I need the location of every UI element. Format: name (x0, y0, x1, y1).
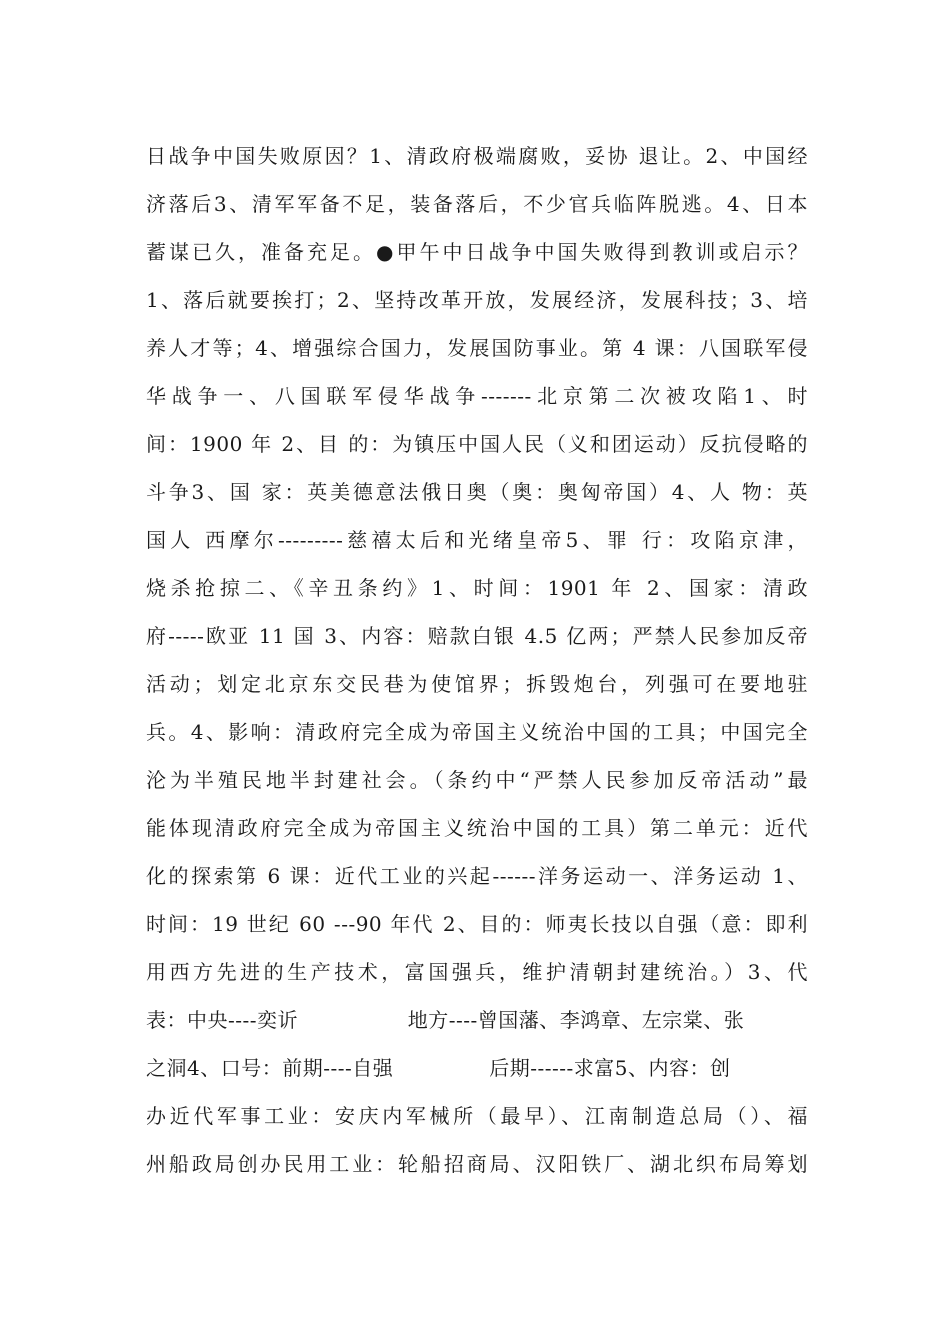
text-line: 兵。4、影响：清政府完全成为帝国主义统治中国的工具；中国完全 (146, 720, 808, 744)
text-line: 州船政局创办民用工业：轮船招商局、汉阳铁厂、湖北织布局筹划 (146, 1152, 808, 1176)
body-text (146, 132, 808, 1188)
text-line: 日战争中国失败原因？1、清政府极端腐败，妥协 退让。2、中国经 (146, 144, 808, 168)
text-line: 间：1900 年 2、目 的：为镇压中国人民（义和团运动）反抗侵略的 (146, 432, 808, 456)
text-line: 华战争一、八国联军侵华战争-------北京第二次被攻陷1、时 (146, 384, 808, 408)
text-line: 1、落后就要挨打；2、坚持改革开放，发展经济，发展科技；3、培 (146, 288, 808, 312)
text-line: 府-----欧亚 11 国 3、内容：赔款白银 4.5 亿两；严禁人民参加反帝 (146, 624, 808, 648)
text-line: 活动；划定北京东交民巷为使馆界；拆毁炮台，列强可在要地驻 (146, 672, 808, 696)
text-line: 之洞4、口号：前期----自强 后期------求富5、内容：创 (146, 1056, 731, 1080)
text-line: 表：中央----奕䜣 地方----曾国藩、李鸿章、左宗棠、张 (146, 1008, 745, 1032)
text-line: 烧杀抢掠二、《辛丑条约》1、时间：1901 年 2、国家：清政 (146, 576, 808, 600)
text-line: 用西方先进的生产技术，富国强兵，维护清朝封建统治。）3、代 (146, 960, 808, 984)
text-line: 国人 西摩尔---------慈禧太后和光绪皇帝5、罪 行：攻陷京津， (146, 528, 808, 552)
text-line: 济落后3、清军军备不足，装备落后，不少官兵临阵脱逃。4、日本 (146, 192, 808, 216)
text-line: 蓄谋已久，准备充足。●甲午中日战争中国失败得到教训或启示？ (146, 240, 808, 264)
text-line: 养人才等；4、增强综合国力，发展国防事业。第 4 课：八国联军侵 (146, 336, 808, 360)
text-line: 能体现清政府完全成为帝国主义统治中国的工具）第二单元：近代 (146, 816, 808, 840)
text-line: 沦为半殖民地半封建社会。（条约中“严禁人民参加反帝活动”最 (146, 768, 808, 792)
text-line: 化的探索第 6 课：近代工业的兴起------洋务运动一、洋务运动 1、 (146, 864, 808, 888)
text-line: 时间：19 世纪 60 ---90 年代 2、目的：师夷长技以自强（意：即利 (146, 912, 808, 936)
text-line: 斗争3、国 家：英美德意法俄日奥（奥：奥匈帝国）4、人 物：英 (146, 480, 808, 504)
text-line: 办近代军事工业：安庆内军械所（最早）、江南制造总局（）、福 (146, 1104, 808, 1128)
